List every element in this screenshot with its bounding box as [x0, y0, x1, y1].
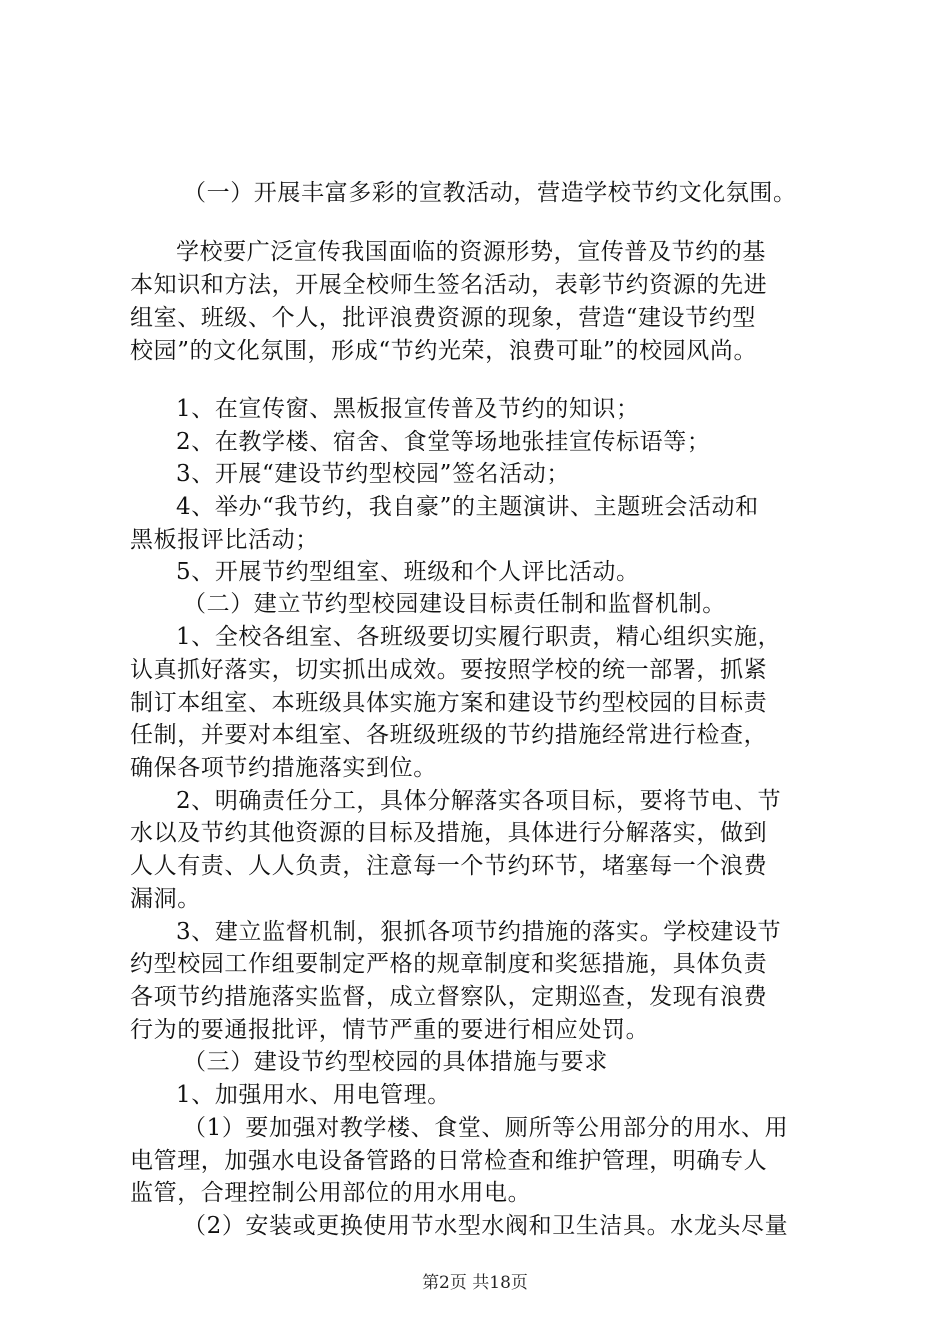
paragraph-line: 学校要广泛宣传我国面临的资源形势，宣传普及节约的基	[176, 239, 766, 265]
section-heading-1: （一）开展丰富多彩的宣教活动，营造学校节约文化氛围。	[183, 180, 797, 206]
section-heading-2: （二）建立节约型校园建设目标责任制和监督机制。	[183, 591, 726, 617]
paragraph-line: 组室、班级、个人，批评浪费资源的现象，营造“建设节约型	[130, 305, 756, 331]
list-item: 5、开展节约型组室、班级和个人评比活动。	[176, 559, 640, 585]
paragraph-line: 确保各项节约措施落实到位。	[130, 755, 437, 781]
paragraph-line: 人人有责、人人负责，注意每一个节约环节，堵塞每一个浪费	[130, 853, 768, 879]
paragraph-line: 1、全校各组室、各班级要切实履行职责，精心组织实施，	[176, 624, 782, 650]
paragraph-line: 各项节约措施落实监督，成立督察队，定期巡查，发现有浪费	[130, 984, 768, 1010]
paragraph-line: 行为的要通报批评，情节严重的要进行相应处罚。	[130, 1017, 650, 1043]
paragraph-line: （2）安装或更换使用节水型水阀和卫生洁具。水龙头尽量	[183, 1213, 789, 1239]
section-heading-3: （三）建设节约型校园的具体措施与要求	[183, 1049, 608, 1075]
paragraph-line: 任制，并要对本组室、各班级班级的节约措施经常进行检查，	[130, 722, 768, 748]
paragraph-line: 约型校园工作组要制定严格的规章制度和奖惩措施，具体负责	[130, 951, 768, 977]
list-item: 1、在宣传窗、黑板报宣传普及节约的知识；	[176, 396, 640, 422]
paragraph-line: 本知识和方法，开展全校师生签名活动，表彰节约资源的先进	[130, 272, 768, 298]
list-item: 4、举办“我节约，我自豪”的主题演讲、主题班会活动和	[176, 494, 759, 520]
paragraph-line: 水以及节约其他资源的目标及措施，具体进行分解落实，做到	[130, 820, 768, 846]
paragraph-line: 校园”的文化氛围，形成“节约光荣，浪费可耻”的校园风尚。	[130, 338, 758, 364]
list-item-continuation: 黑板报评比活动；	[130, 527, 319, 553]
list-item: 2、在教学楼、宿舍、食堂等场地张挂宣传标语等；	[176, 429, 711, 455]
list-item: 1、加强用水、用电管理。	[176, 1082, 451, 1108]
paragraph-line: 制订本组室、本班级具体实施方案和建设节约型校园的目标责	[130, 690, 768, 716]
paragraph-line: 漏洞。	[130, 886, 201, 912]
paragraph-line: 3、建立监督机制，狠抓各项节约措施的落实。学校建设节	[176, 919, 782, 945]
paragraph-line: 电管理，加强水电设备管路的日常检查和维护管理，明确专人	[130, 1148, 768, 1174]
paragraph-line: 认真抓好落实，切实抓出成效。要按照学校的统一部署，抓紧	[130, 657, 768, 683]
page-number: 第2页 共18页	[422, 1273, 528, 1293]
paragraph-line: 监管，合理控制公用部位的用水用电。	[130, 1180, 532, 1206]
paragraph-line: （1）要加强对教学楼、食堂、厕所等公用部分的用水、用	[183, 1115, 789, 1141]
paragraph-line: 2、明确责任分工，具体分解落实各项目标，要将节电、节	[176, 788, 782, 814]
list-item: 3、开展“建设节约型校园”签名活动；	[176, 461, 570, 487]
